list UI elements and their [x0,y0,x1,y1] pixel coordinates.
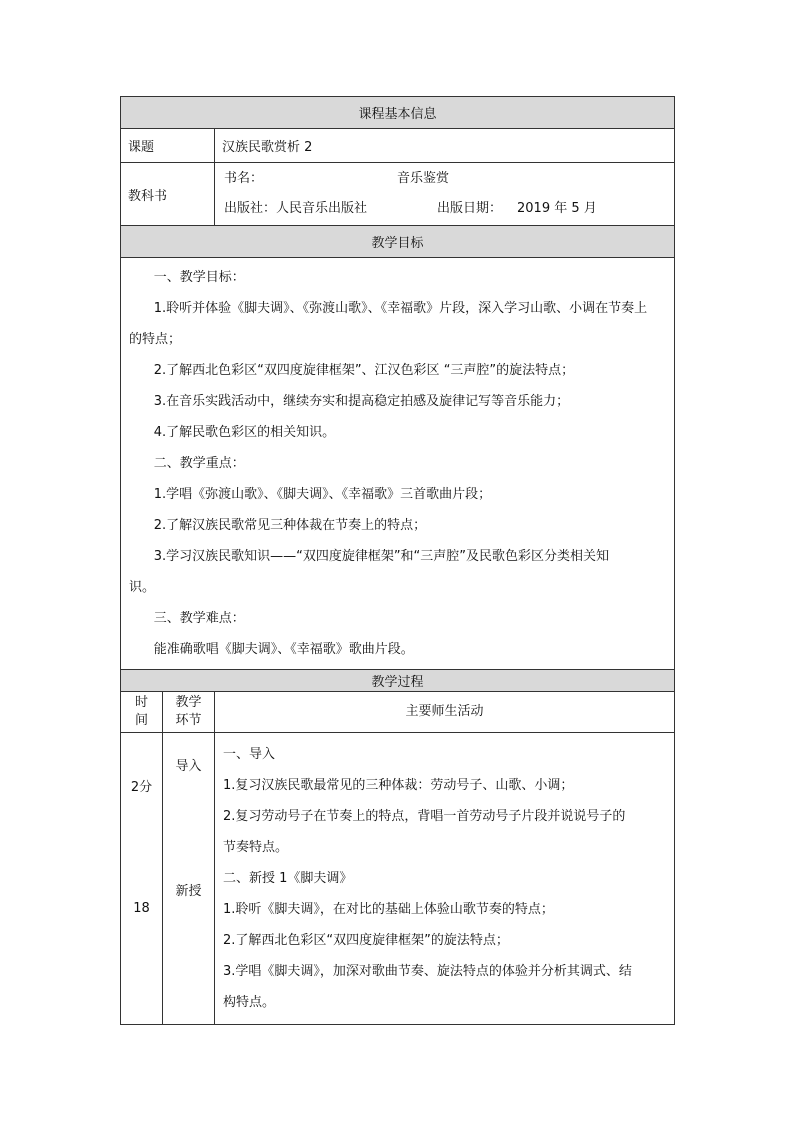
topic-value: 汉族民歌赏析 2 [215,129,675,163]
activity-column-header: 主要师生活动 [215,692,675,733]
goal-line: 3.在音乐实践活动中，继续夯实和提高稳定拍感及旋律记写等音乐能力； [153,394,570,409]
time-new-lesson: 18 [133,901,150,916]
goal-line: 4.了解民歌色彩区的相关知识。 [153,425,336,440]
activity-line: 1.复习汉族民歌最常见的三种体裁：劳动号子、山歌、小调； [223,778,574,793]
stage-intro: 导入 [175,759,202,774]
publisher: 出版社：人民音乐出版社 [224,201,368,216]
stage-cell [163,733,215,1025]
time-column-header [121,692,163,733]
section-goals-header: 教学目标 [121,226,675,258]
section-basic-info-header: 课程基本信息 [121,97,675,129]
publish-date-value: 2019 年 5 月 [517,201,597,216]
textbook-details [215,163,675,226]
activity-line: 节奏特点。 [223,840,289,855]
teaching-goals [121,258,675,670]
goal-line: 1.学唱《弥渡山歌》、《脚夫调》、《幸福歌》三首歌曲片段； [153,487,492,502]
textbook-label: 教科书 [121,163,215,226]
publisher-line [215,194,674,224]
topic-label: 课题 [121,129,215,163]
section-process-header: 教学过程 [121,670,675,692]
activity-line: 一、导入 [223,747,276,762]
time-intro: 2分 [130,780,153,795]
goal-line: 识。 [129,580,156,595]
book-name-line [215,164,674,194]
time-cell [121,733,163,1025]
stage-header-line2: 环节 [175,713,202,728]
book-name-value: 音乐鉴赏 [397,171,450,186]
goal-line: 2.了解汉族民歌常见三种体裁在节奏上的特点； [153,518,427,533]
activity-line: 2.复习劳动号子在节奏上的特点，背唱一首劳动号子片段并说说号子的 [223,809,626,824]
lesson-plan-table [120,96,675,1025]
goal-line: 3.学习汉族民歌知识——“双四度旋律框架”和“三声腔”及民歌色彩区分类相关知 [153,549,610,564]
goal-line: 2.了解西北色彩区“双四度旋律框架”、江汉色彩区 “三声腔”的旋法特点； [153,363,575,378]
goal-line: 三、教学难点： [153,611,245,626]
stage-column-header [163,692,215,733]
goal-line: 的特点； [129,332,182,347]
goal-line: 二、教学重点： [153,456,245,471]
activity-line: 1.聆听《脚夫调》，在对比的基础上体验山歌节奏的特点； [223,902,554,917]
publish-date-label: 出版日期： [437,201,503,216]
stage-header-line1: 教学 [175,695,202,710]
activity-line: 构特点。 [223,995,276,1010]
activity-line: 二、新授 1《脚夫调》 [223,871,353,886]
activity-line: 2.了解西北色彩区“双四度旋律框架”的旋法特点； [223,933,509,948]
time-header-line1: 时 [134,695,148,710]
activities-cell [215,733,675,1025]
book-name-label: 书名： [224,171,264,186]
goal-line: 1.聆听并体验《脚夫调》、《弥渡山歌》、《幸福歌》片段，深入学习山歌、小调在节奏上 [153,301,648,316]
activity-line: 3.学唱《脚夫调》，加深对歌曲节奏、旋法特点的体验并分析其调式、结 [223,964,632,979]
time-header-line2: 间 [134,713,148,728]
goal-line: 能准确歌唱《脚夫调》、《幸福歌》歌曲片段。 [153,642,414,657]
stage-new-lesson: 新授 [175,884,202,899]
goal-line: 一、教学目标： [153,270,245,285]
